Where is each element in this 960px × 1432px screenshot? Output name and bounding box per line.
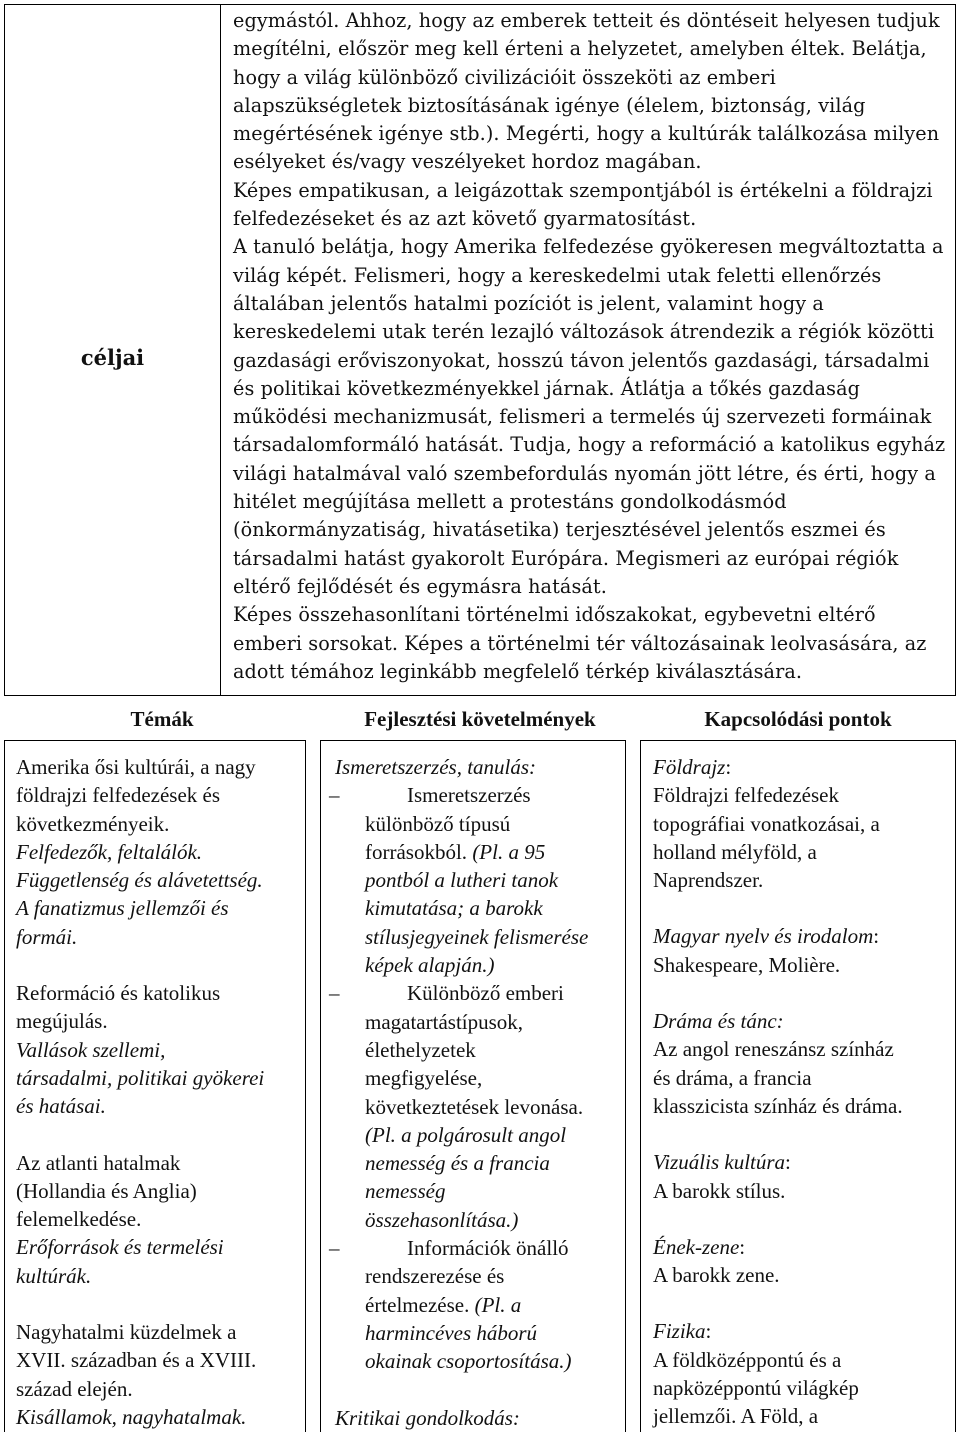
goals-line: működési mechanizmusát, felismeri a termelés új szervezeti formáinak: [233, 405, 932, 429]
goals-line: (önkormányzatiság, hivatásetika) terjesztésével jelentős eszmei és: [233, 518, 886, 542]
goals-table: [4, 4, 956, 696]
goals-line: eltérő fejlődését és egymásra hatását.: [233, 574, 607, 598]
content-columns: [4, 740, 956, 1432]
connection-title: Földrajz:: [653, 755, 732, 779]
connection-title: Magyar nyelv és irodalom:: [653, 924, 880, 949]
topic-line: megújulás.: [16, 1009, 108, 1034]
goals-line: és politikai következményekkel járnak. Átlátja a tőkés gazdaság: [233, 376, 861, 400]
header-requirements: Fejlesztési követelmények: [364, 707, 596, 731]
dash-marker: –: [329, 981, 340, 1006]
goals-line: egymástól. Ahhoz, hogy az emberek tetteit és döntéseit helyesen tudjuk: [233, 9, 940, 32]
topic-line: felemelkedése.: [16, 1207, 142, 1232]
dash-marker: –: [329, 1236, 340, 1261]
goals-label: céljai: [80, 345, 145, 370]
topic-line: földrajzi felfedezések és: [16, 783, 221, 808]
goals-line: megértésének igénye stb.). Megérti, hogy a kultúrák találkozása milyen: [233, 122, 940, 146]
connection-line: A földközéppontú és a: [653, 1347, 842, 1372]
connection-title: Fizika:: [653, 1319, 712, 1344]
connection-line: napközéppontú világkép: [653, 1376, 859, 1401]
goals-line: hogy a világ különböző civilizációit összeköti az emberi: [233, 65, 776, 89]
column-headers: [4, 707, 956, 737]
connection-line: A barokk stílus.: [653, 1178, 786, 1203]
topic-line: Amerika ősi kultúrái, a nagy: [16, 755, 256, 779]
topic-line: század elején.: [16, 1376, 133, 1401]
topic-line: Erőforrások és termelési: [16, 1235, 224, 1260]
goals-line: kereskedelemi utak terén lezajló változások átrendezik a régiók közötti: [233, 320, 935, 344]
header-connections: Kapcsolódási pontok: [704, 707, 892, 731]
connection-title: Ének-zene:: [653, 1234, 746, 1259]
topic-line: Vallások szellemi,: [16, 1037, 166, 1062]
topic-line: A fanatizmus jellemzői és: [16, 896, 229, 921]
topic-line: XVII. században és a XVIII.: [16, 1348, 257, 1373]
connection-line: Shakespeare, Molière.: [653, 952, 841, 977]
requirement-item: – Információk önálló rendszerezése és értelmezése. (Pl. a harmincéves háború okainak csoportosítása.): [329, 1236, 572, 1374]
topic-line: következményeik.: [16, 811, 170, 836]
topic-line: társadalmi, politikai gyökerei: [16, 1065, 265, 1090]
goals-line: megítélni, először meg kell érteni a helyzetet, amelyben éltek. Belátja,: [233, 37, 927, 61]
connection-title: Vizuális kultúra:: [653, 1150, 791, 1175]
goals-text: [233, 7, 951, 686]
requirements-heading: Kritikai gondolkodás:: [335, 1405, 520, 1430]
goals-line: hitélet megújítása mellett a protestáns gondolkodásmód: [233, 490, 787, 514]
goals-line: adott témához leginkább megfelelő térkép kiválasztására.: [233, 659, 803, 683]
topic-line: és hatásai.: [16, 1094, 106, 1119]
topic-line: Az atlanti hatalmak: [16, 1150, 181, 1175]
connection-line: és dráma, a francia: [653, 1065, 812, 1090]
topic-line: kultúrák.: [16, 1263, 92, 1288]
topic-line: Nagyhatalmi küzdelmek a: [16, 1320, 237, 1345]
goals-line: A tanuló belátja, hogy Amerika felfedezése gyökeresen megváltoztatta a: [233, 235, 944, 259]
goals-line: felfedezéseket és az azt követő gyarmatosítást.: [233, 207, 697, 231]
header-topics: Témák: [130, 707, 194, 731]
goals-line: társadalomformáló hatását. Tudja, hogy a reformáció a katolikus egyház: [233, 433, 946, 457]
goals-line: gazdasági erőviszonyokat, hosszú távon jelentős gazdasági, társadalmi: [233, 348, 930, 372]
requirement-item: – Különböző emberi magatartástípusok, élethelyzetek megfigyelése, következtetések levonása. (Pl. a polgárosult angol nemesség és a francia nemesség összehasonlítása.): [329, 981, 584, 1232]
topic-line: Függetlenség és alávetettség.: [16, 868, 263, 893]
connection-line: Földrajzi felfedezések: [653, 783, 839, 808]
goals-label-cell: [5, 5, 221, 695]
goals-line: világ képét. Felismeri, hogy a kereskedelmi utak feletti ellenőrzés: [233, 263, 882, 287]
goals-line: emberi sorsokat. Képes a történelmi tér változásainak leolvasására, az: [233, 631, 927, 655]
goals-line: Képes összehasonlítani történelmi időszakokat, egybevetni eltérő: [233, 603, 876, 627]
topics-column: [4, 740, 306, 1432]
requirements-column: [320, 740, 626, 1432]
topic-line: Felfedezők, feltalálók.: [16, 839, 203, 864]
connection-line: jellemzői. A Föld, a: [653, 1404, 819, 1429]
connection-line: Az angol reneszánsz színház: [653, 1037, 894, 1062]
connection-line: Naprendszer.: [653, 868, 764, 893]
goals-line: világi hatalmával való szembefordulás nyomán jött létre, és érti, hogy a: [233, 461, 936, 485]
connection-line: topográfiai vonatkozásai, a: [653, 811, 880, 836]
topic-line: formái.: [16, 924, 78, 949]
topic-line: Reformáció és katolikus: [16, 981, 221, 1006]
connection-title: Dráma és tánc:: [653, 1009, 784, 1034]
requirements-heading: Ismeretszerzés, tanulás:: [335, 755, 537, 779]
goals-line: alapszükségletek biztosításának igénye (élelem, biztonság, világ: [233, 93, 866, 117]
topic-line: (Hollandia és Anglia): [16, 1178, 197, 1203]
dash-marker: –: [329, 783, 340, 808]
goals-line: általában jelentős hatalmi pozíciót is jelent, valamint hogy a: [233, 291, 824, 315]
goals-line: Képes empatikusan, a leigázottak szempontjából is értékelni a földrajzi: [233, 178, 933, 202]
connections-column: [640, 740, 956, 1432]
connection-line: klasszicista színház és dráma.: [653, 1093, 903, 1118]
requirement-item: – Ismeretszerzés különböző típusú forrásokból. (Pl. a 95 pontból a lutheri tanok kimutatása; a barokk stílusjegyeinek felismerése képek alapján.): [329, 783, 589, 978]
goals-line: társadalmi hatást gyakorolt Európára. Megismeri az európai régiók: [233, 546, 899, 570]
goals-line: esélyeket és/vagy veszélyeket hordoz magában.: [233, 150, 702, 174]
connection-line: holland mélyföld, a: [653, 839, 817, 864]
topic-line: Kisállamok, nagyhatalmak.: [16, 1404, 247, 1429]
connection-line: A barokk zene.: [653, 1263, 780, 1288]
